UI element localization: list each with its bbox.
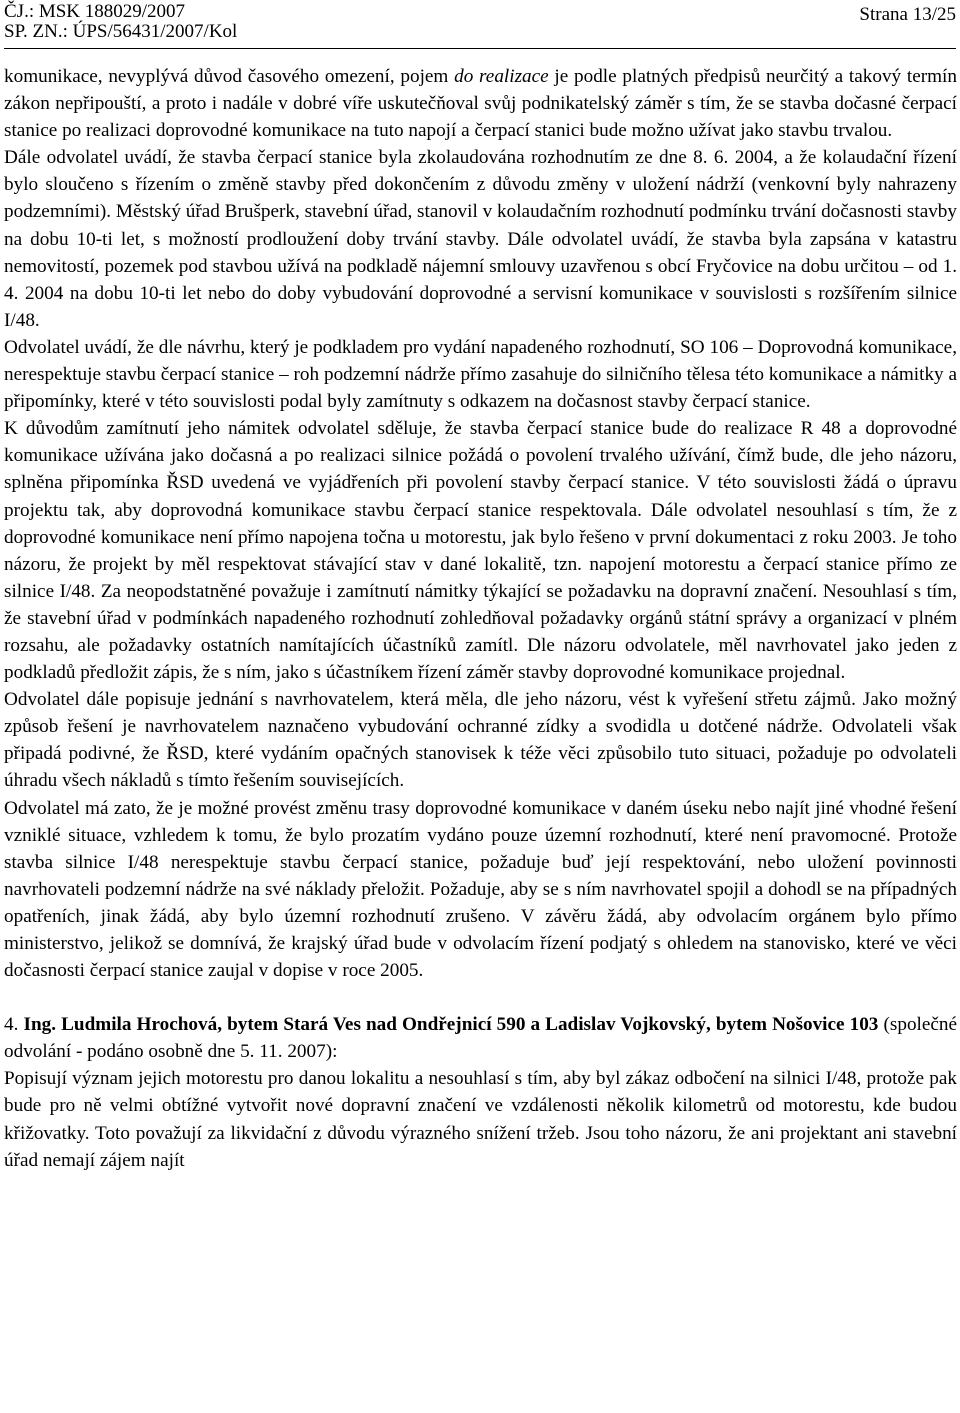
case-number: ČJ.: MSK 188029/2007 [4, 1, 186, 22]
paragraph: Dále odvolatel uvádí, že stavba čerpací stanice byla zkolaudována rozhodnutím ze dne 8. 6. 2004, a že kolaudační řízení bylo sloučeno s řízením o změně stavby před dokončením z důvodu změny v uložení nádrží (venkovní byly nahrazeny podzemními). Městský úřad Brušperk, stavební úřad, stanovil v kolaudačním rozhodnutí podmínku trvání dočasnosti stavby na dobu 10-ti let, s možností prodloužení doby trvání stavby. Dále odvolatel uvádí, že stavba byla zapsána v katastru nemovitostí, pozemek pod stavbou užívá na podkladě nájemní smlouvy uzavřenou s obcí Fryčovice na dobu určitou – od 1. 4. 2004 na dobu 10-ti let nebo do doby vybudování doprovodné a servisní komunikace v souvislosti s rozšířením silnice I/48. [4, 147, 957, 331]
document-body [4, 63, 957, 1174]
paragraph-text: je podle platných předpisů neurčitý a takový termín zákon nepřipouští, a proto i nadále v dobré víře uskutečňoval svůj podnikatelský záměr s tím, že se stavba dočasné čerpací stanice po realizaci doprovodné komunikace na tuto napojí a čerpací stanici bude možno užívat jako stavbu trvalou. [4, 66, 957, 142]
appeal-item-heading [4, 1011, 957, 1065]
appeal-note: (společné odvolání - podáno osobně dne 5. 11. 2007): [4, 1014, 958, 1063]
header-divider [4, 48, 956, 49]
appellant-names: Ing. Ludmila Hrochová, bytem Stará Ves nad Ondřejnicí 590 a Ladislav Vojkovský, bytem Nošovice 103 [23, 1014, 879, 1036]
emphasis-text: do realizace [454, 66, 549, 87]
document-reference [4, 2, 237, 42]
paragraph-text: komunikace, nevyplývá důvod časového omezení, pojem [4, 66, 455, 87]
paragraph: Popisují význam jejich motorestu pro danou lokalitu a nesouhlasí s tím, aby byl zákaz odbočení na silnici I/48, protože pak bude pro ně velmi obtížné vytvořit nové dopravní značení ve vzdálenosti několik kilometrů od motorestu, kde budou křižovatky. Toto považují za likvidační z důvodu výrazného snížení tržeb. Jsou toho názoru, že ani projektant ani stavební úřad nemají zájem najít [4, 1068, 957, 1171]
paragraph: Odvolatel dále popisuje jednání s navrhovatelem, která měla, dle jeho názoru, vést k vyřešení střetu zájmů. Jako možný způsob řešení je navrhovatelem naznačeno vybudování ochranné zídky a svodidla u dotčené nádrže. Odvolateli však připadá podivné, že ŘSD, které vydáním opačných stanovisek k téže věci způsobilo tuto situaci, požaduje po odvolateli úhradu všech nákladů s tímto řešením souvisejících. [4, 689, 957, 792]
paragraph: K důvodům zamítnutí jeho námitek odvolatel sděluje, že stavba čerpací stanice bude do realizace R 48 a doprovodné komunikace užívána jako dočasná a po realizaci silnice požádá o povolení trvalého užívání, čímž bude, dle jeho názoru, splněna připomínka ŘSD uvedená ve vyjádřeních při povolení stavby čerpací stanice. V této souvislosti žádá o úpravu projektu tak, aby doprovodná komunikace stavbu čerpací stanice respektovala. Dále odvolatel nesouhlasí s tím, že z doprovodné komunikace není přímo napojena točna u motorestu, jak bylo řešeno v první dokumentaci z roku 2003. Je toho názoru, že projekt by měl respektovat stávající stav v dané lokalitě, tzn. napojení motorestu a čerpací stanice přímo ze silnice I/48. Za neopodstatněné považuje i zamítnutí námitky týkající se požadavku na dopravní značení. Nesouhlasí s tím, že stavební úřad v podmínkách napadeného rozhodnutí zohledňoval požadavky orgánů státní správy a organizací v plném rozsahu, ale požadavky ostatních namítajících účastníků zamítl. Dle názoru odvolatele, měl navrhovatel jako jeden z podkladů předložit zápis, že s ním, jako s účastníkem řízení záměr stavby doprovodné komunikace projednal. [4, 418, 957, 684]
paragraph: Odvolatel má zato, že je možné provést změnu trasy doprovodné komunikace v daném úseku nebo najít jiné vhodné řešení vzniklé situace, vzhledem k tomu, že bylo prozatím vydáno pouze územní rozhodnutí, které není pravomocné. Protože stavba silnice I/48 nerespektuje stavbu čerpací stanice, požaduje buď její respektování, nebo uložení povinnosti navrhovateli podzemní nádrže na své náklady přeložit. Požaduje, aby se s ním navrhovatel spojil a dohodl se na případných opatřeních, jinak žádá, aby bylo územní rozhodnutí zrušeno. V závěru žádá, aby odvolacím orgánem bylo přímo ministerstvo, jelikož se domnívá, že krajský úřad bude v odvolacím řízení podjatý s ohledem na stanovisko, které ve věci dočasnosti čerpací stanice zaujal v dopise v roce 2005. [4, 797, 957, 982]
item-number: 4. [4, 1014, 24, 1036]
paragraph [4, 63, 957, 144]
paragraph: Odvolatel uvádí, že dle návrhu, který je podkladem pro vydání napadeného rozhodnutí, SO 106 – Doprovodná komunikace, nerespektuje stavbu čerpací stanice – roh podzemní nádrže přímo zasahuje do silničního tělesa této komunikace a námitky a připomínky, které v této souvislosti podal byly zamítnuty s odkazem na dočasnost stavby čerpací stanice. [4, 336, 957, 413]
page-number: Strana 13/25 [859, 4, 956, 25]
file-mark: SP. ZN.: ÚPS/56431/2007/Kol [4, 21, 238, 42]
